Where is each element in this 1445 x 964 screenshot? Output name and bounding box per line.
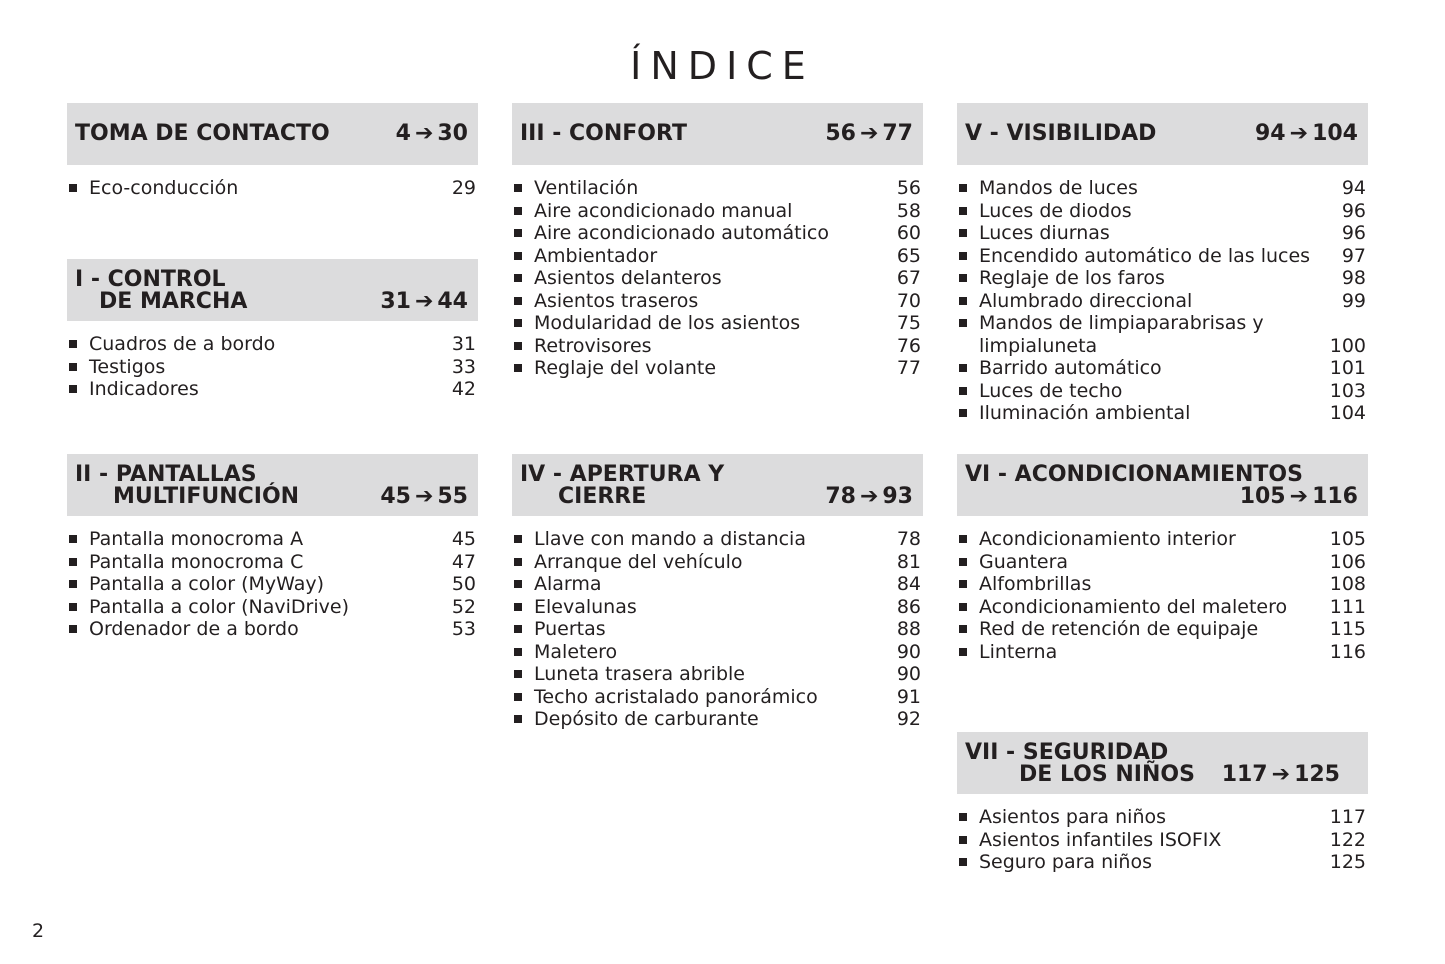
toc-entry-page: 115 (1329, 618, 1366, 640)
toc-entry[interactable] (512, 686, 923, 709)
square-bullet-icon (69, 340, 77, 348)
toc-entry-page: 92 (896, 708, 921, 730)
toc-entry[interactable] (512, 335, 923, 358)
toc-entry-page: 31 (451, 333, 476, 355)
toc-entry[interactable] (957, 177, 1368, 200)
toc-entry[interactable] (512, 641, 923, 664)
section-header[interactable] (67, 259, 478, 321)
toc-entry-page: 77 (896, 357, 921, 379)
toc-entry-label: Pantalla monocroma A (89, 528, 304, 550)
range-to: 116 (1312, 484, 1358, 509)
toc-entry-page: 70 (896, 289, 921, 312)
toc-entry[interactable] (512, 222, 923, 245)
toc-entry[interactable] (512, 551, 923, 574)
toc-entry-page: 103 (1329, 379, 1366, 402)
toc-entry-label: Eco-conducción (89, 177, 239, 199)
arrow-right-icon: ➔ (414, 289, 434, 314)
toc-entry[interactable] (512, 708, 923, 731)
section-title-line1: V - VISIBILIDAD (965, 121, 1157, 146)
square-bullet-icon (514, 364, 522, 372)
toc-entry-label: Testigos (89, 355, 166, 378)
toc-entry-label: Retrovisores (534, 334, 652, 357)
toc-entry[interactable] (957, 551, 1368, 574)
section-control-de-marcha (67, 259, 478, 401)
section-page-range (380, 291, 468, 313)
range-to: 125 (1294, 762, 1340, 787)
square-bullet-icon (514, 229, 522, 237)
toc-list (957, 806, 1368, 874)
square-bullet-icon (959, 836, 967, 844)
range-from: 45 (380, 484, 411, 509)
toc-entry-page: 76 (896, 334, 921, 357)
toc-entry-page: 117 (1329, 806, 1366, 828)
toc-entry-page: 81 (896, 550, 921, 573)
square-bullet-icon (514, 580, 522, 588)
square-bullet-icon (69, 385, 77, 393)
square-bullet-icon (514, 625, 522, 633)
section-page-range (396, 123, 468, 145)
toc-entry-label: Mandos de luces (979, 177, 1138, 199)
toc-entry-label: Techo acristalado panorámico (534, 685, 818, 708)
toc-entry[interactable] (512, 290, 923, 313)
toc-entry-page: 58 (896, 199, 921, 222)
square-bullet-icon (514, 319, 522, 327)
square-bullet-icon (959, 229, 967, 237)
square-bullet-icon (514, 715, 522, 723)
range-to: 44 (437, 289, 468, 314)
toc-entry-label: Luces de diodos (979, 199, 1132, 222)
section-title (520, 123, 687, 145)
toc-entry-page: 53 (451, 618, 476, 640)
toc-entry-page: 96 (1341, 222, 1366, 244)
section-title-line1: TOMA DE CONTACTO (75, 121, 330, 146)
range-from: 78 (825, 484, 856, 509)
toc-entry-label: Luneta trasera abrible (534, 663, 745, 685)
toc-entry[interactable] (67, 596, 478, 619)
square-bullet-icon (69, 535, 77, 543)
range-to: 104 (1312, 121, 1358, 146)
range-from: 105 (1239, 484, 1286, 509)
toc-entry-label: Red de retención de equipaje (979, 618, 1259, 640)
toc-entry-label: Iluminación ambiental (979, 402, 1191, 424)
toc-entry-page: 29 (451, 177, 476, 199)
toc-entry-page: 106 (1329, 550, 1366, 573)
section-confort (512, 103, 923, 380)
toc-entry[interactable] (67, 378, 478, 401)
section-header[interactable] (957, 103, 1368, 165)
toc-entry[interactable] (512, 177, 923, 200)
section-apertura-y-cierre (512, 454, 923, 731)
toc-entry-page: 99 (1341, 289, 1366, 312)
toc-entry-label: Acondicionamiento interior (979, 528, 1236, 550)
toc-entry-page: 104 (1329, 402, 1366, 424)
toc-entry[interactable] (512, 200, 923, 223)
section-header[interactable] (512, 454, 923, 516)
section-title (965, 742, 1195, 786)
toc-entry[interactable] (67, 573, 478, 596)
range-to: 77 (882, 121, 913, 146)
toc-entry-page: 88 (896, 618, 921, 640)
page-number: 2 (32, 920, 45, 942)
toc-entry-label: Modularidad de los asientos (534, 312, 801, 334)
toc-entry[interactable] (512, 663, 923, 686)
toc-entry[interactable] (957, 402, 1368, 425)
toc-entry-label: Puertas (534, 618, 606, 640)
toc-entry[interactable] (957, 641, 1368, 664)
section-title (75, 464, 299, 508)
toc-entry-page: 45 (451, 528, 476, 550)
toc-entry-page: 96 (1341, 199, 1366, 222)
toc-entry[interactable] (512, 618, 923, 641)
section-title-line1: III - CONFORT (520, 121, 687, 146)
page-title: ÍNDICE (630, 44, 815, 88)
toc-entry[interactable] (67, 177, 478, 200)
toc-entry-label: Alfombrillas (979, 573, 1092, 595)
section-page-range (825, 123, 913, 145)
toc-entry[interactable] (67, 333, 478, 356)
section-title (75, 269, 247, 313)
arrow-right-icon: ➔ (1289, 484, 1309, 509)
toc-entry-page: 47 (451, 550, 476, 573)
toc-entry-page: 91 (896, 685, 921, 708)
toc-entry-label: Acondicionamiento del maletero (979, 595, 1288, 618)
toc-entry-page: 75 (896, 312, 921, 334)
section-title-line2: CIERRE (558, 484, 647, 509)
toc-entry-page: 67 (896, 267, 921, 289)
square-bullet-icon (514, 558, 522, 566)
arrow-right-icon: ➔ (859, 484, 879, 509)
toc-entry[interactable] (957, 222, 1368, 245)
section-page-range (1240, 486, 1358, 508)
toc-entry-page: 52 (451, 595, 476, 618)
square-bullet-icon (959, 409, 967, 417)
range-to: 30 (437, 121, 468, 146)
section-title-line2: DE LOS NIÑOS (1019, 762, 1195, 787)
square-bullet-icon (959, 558, 967, 566)
square-bullet-icon (69, 603, 77, 611)
section-title-line1: I - CONTROL (75, 267, 226, 292)
toc-entry-label: Aire acondicionado automático (534, 222, 829, 244)
square-bullet-icon (69, 558, 77, 566)
toc-entry-label: Seguro para niños (979, 851, 1152, 873)
square-bullet-icon (69, 580, 77, 588)
square-bullet-icon (959, 813, 967, 821)
square-bullet-icon (959, 207, 967, 215)
square-bullet-icon (514, 274, 522, 282)
square-bullet-icon (514, 297, 522, 305)
square-bullet-icon (514, 693, 522, 701)
section-page-range (1222, 764, 1340, 786)
toc-list (67, 177, 478, 200)
toc-entry-label: Linterna (979, 640, 1058, 663)
toc-entry-label: Pantalla a color (MyWay) (89, 573, 325, 595)
section-seguridad-ninos (957, 732, 1368, 874)
section-title-line2: DE MARCHA (99, 289, 248, 314)
toc-entry-page: 60 (896, 222, 921, 244)
toc-entry-page: 86 (896, 595, 921, 618)
section-header[interactable] (67, 454, 478, 516)
toc-entry-page: 50 (451, 573, 476, 595)
toc-entry-label: Asientos para niños (979, 806, 1167, 828)
square-bullet-icon (514, 670, 522, 678)
toc-entry-label: Asientos infantiles ISOFIX (979, 828, 1222, 851)
toc-entry-label: Llave con mando a distancia (534, 528, 806, 550)
section-header[interactable] (957, 732, 1368, 794)
section-page-range (1255, 123, 1358, 145)
toc-entry[interactable] (957, 380, 1368, 403)
arrow-right-icon: ➔ (1271, 762, 1291, 787)
toc-entry[interactable] (512, 596, 923, 619)
toc-list (957, 177, 1368, 425)
toc-entry-label: Pantalla a color (NaviDrive) (89, 595, 349, 618)
toc-entry-label: Encendido automático de las luces (979, 244, 1311, 267)
square-bullet-icon (69, 184, 77, 192)
range-from: 31 (380, 289, 411, 314)
toc-entry-page: 42 (451, 378, 476, 400)
toc-entry[interactable] (957, 851, 1368, 874)
toc-entry-label: Ordenador de a bordo (89, 618, 299, 640)
toc-entry-page: 94 (1341, 177, 1366, 199)
toc-entry-label: Luces diurnas (979, 222, 1110, 244)
toc-entry-label: Guantera (979, 550, 1069, 573)
square-bullet-icon (514, 252, 522, 260)
square-bullet-icon (959, 364, 967, 372)
range-from: 117 (1221, 762, 1268, 787)
toc-entry-label: Reglaje del volante (534, 357, 717, 379)
section-header[interactable] (67, 103, 478, 165)
arrow-right-icon: ➔ (859, 121, 879, 146)
toc-entry-label: Mandos de limpiaparabrisas y limpialuneta (979, 312, 1264, 357)
section-title-line2: MULTIFUNCIÓN (113, 484, 300, 509)
toc-entry-label: Elevalunas (534, 595, 637, 618)
toc-entry-label: Asientos traseros (534, 289, 699, 312)
square-bullet-icon (959, 580, 967, 588)
section-toma-de-contacto (67, 103, 478, 200)
toc-entry[interactable] (512, 312, 923, 335)
section-page-range (825, 486, 913, 508)
toc-entry-page: 100 (1329, 334, 1366, 357)
toc-entry[interactable] (67, 528, 478, 551)
range-from: 4 (395, 121, 411, 146)
section-title (965, 123, 1156, 145)
toc-entry-label: Maletero (534, 640, 618, 663)
toc-entry[interactable] (67, 356, 478, 379)
toc-entry-page: 101 (1329, 357, 1366, 379)
toc-entry[interactable] (957, 245, 1368, 268)
toc-entry-label: Arranque del vehículo (534, 550, 743, 573)
section-title (75, 123, 330, 145)
toc-entry-page: 98 (1341, 267, 1366, 289)
toc-entry[interactable] (957, 618, 1368, 641)
arrow-right-icon: ➔ (1289, 121, 1309, 146)
toc-entry[interactable] (957, 357, 1368, 380)
toc-list (512, 177, 923, 380)
section-header[interactable] (957, 454, 1368, 516)
toc-entry-label: Aire acondicionado manual (534, 199, 793, 222)
square-bullet-icon (514, 342, 522, 350)
toc-entry-label: Cuadros de a bordo (89, 333, 276, 355)
toc-entry[interactable] (957, 806, 1368, 829)
range-to: 55 (437, 484, 468, 509)
toc-entry-label: Ambientador (534, 244, 658, 267)
square-bullet-icon (514, 603, 522, 611)
section-title-line1: VI - ACONDICIONAMIENTOS (965, 462, 1303, 487)
toc-entry-page: 125 (1329, 851, 1366, 873)
toc-entry[interactable] (67, 618, 478, 641)
toc-list (67, 333, 478, 401)
square-bullet-icon (959, 625, 967, 633)
range-to: 93 (882, 484, 913, 509)
range-from: 94 (1255, 121, 1286, 146)
square-bullet-icon (959, 603, 967, 611)
toc-entry[interactable] (512, 528, 923, 551)
toc-entry-label: Luces de techo (979, 379, 1123, 402)
section-visibilidad (957, 103, 1368, 425)
toc-entry-label: Ventilación (534, 177, 639, 199)
arrow-right-icon: ➔ (414, 121, 434, 146)
toc-entry-label: Alumbrado direccional (979, 289, 1193, 312)
square-bullet-icon (69, 625, 77, 633)
toc-list (512, 528, 923, 731)
toc-entry-label: Barrido automático (979, 357, 1162, 379)
toc-entry[interactable] (512, 357, 923, 380)
section-page-range (380, 486, 468, 508)
toc-entry-page: 116 (1329, 640, 1366, 663)
square-bullet-icon (959, 535, 967, 543)
range-from: 56 (825, 121, 856, 146)
toc-entry[interactable] (957, 528, 1368, 551)
square-bullet-icon (959, 648, 967, 656)
toc-entry-label: Alarma (534, 573, 602, 595)
square-bullet-icon (514, 648, 522, 656)
arrow-right-icon: ➔ (414, 484, 434, 509)
square-bullet-icon (959, 387, 967, 395)
square-bullet-icon (959, 274, 967, 282)
toc-entry[interactable] (957, 312, 1368, 357)
toc-entry-page: 90 (896, 663, 921, 685)
section-title-line1: II - PANTALLAS (75, 462, 257, 487)
toc-entry-page: 84 (896, 573, 921, 595)
square-bullet-icon (959, 858, 967, 866)
toc-entry-page: 122 (1329, 828, 1366, 851)
section-title (965, 464, 1303, 486)
square-bullet-icon (959, 297, 967, 305)
toc-entry-label: Depósito de carburante (534, 708, 759, 730)
section-pantallas-multifuncion (67, 454, 478, 641)
toc-entry-page: 90 (896, 640, 921, 663)
toc-entry[interactable] (512, 573, 923, 596)
toc-entry[interactable] (957, 596, 1368, 619)
toc-entry-page: 108 (1329, 573, 1366, 595)
toc-entry-label: Reglaje de los faros (979, 267, 1165, 289)
toc-entry[interactable] (957, 267, 1368, 290)
toc-entry-page: 105 (1329, 528, 1366, 550)
toc-entry-label: Pantalla monocroma C (89, 550, 304, 573)
square-bullet-icon (514, 184, 522, 192)
square-bullet-icon (514, 207, 522, 215)
section-title-line1: VII - SEGURIDAD (965, 740, 1169, 765)
square-bullet-icon (959, 252, 967, 260)
toc-entry-label: Indicadores (89, 378, 199, 400)
toc-entry-page: 111 (1329, 595, 1366, 618)
square-bullet-icon (959, 319, 967, 327)
section-title (520, 464, 724, 508)
section-header[interactable] (512, 103, 923, 165)
toc-entry[interactable] (512, 267, 923, 290)
section-title-line1: IV - APERTURA Y (520, 462, 725, 487)
toc-entry[interactable] (67, 551, 478, 574)
toc-list (957, 528, 1368, 663)
square-bullet-icon (514, 535, 522, 543)
toc-entry-page: 56 (896, 177, 921, 199)
toc-entry[interactable] (957, 573, 1368, 596)
toc-entry-label: Asientos delanteros (534, 267, 722, 289)
section-acondicionamientos (957, 454, 1368, 663)
toc-list (67, 528, 478, 641)
toc-entry-page: 78 (896, 528, 921, 550)
toc-entry-page: 97 (1341, 244, 1366, 267)
toc-entry[interactable] (512, 245, 923, 268)
toc-entry[interactable] (957, 200, 1368, 223)
toc-entry[interactable] (957, 829, 1368, 852)
toc-entry-page: 33 (451, 355, 476, 378)
toc-entry-page: 65 (896, 244, 921, 267)
square-bullet-icon (69, 363, 77, 371)
toc-entry[interactable] (957, 290, 1368, 313)
square-bullet-icon (959, 184, 967, 192)
